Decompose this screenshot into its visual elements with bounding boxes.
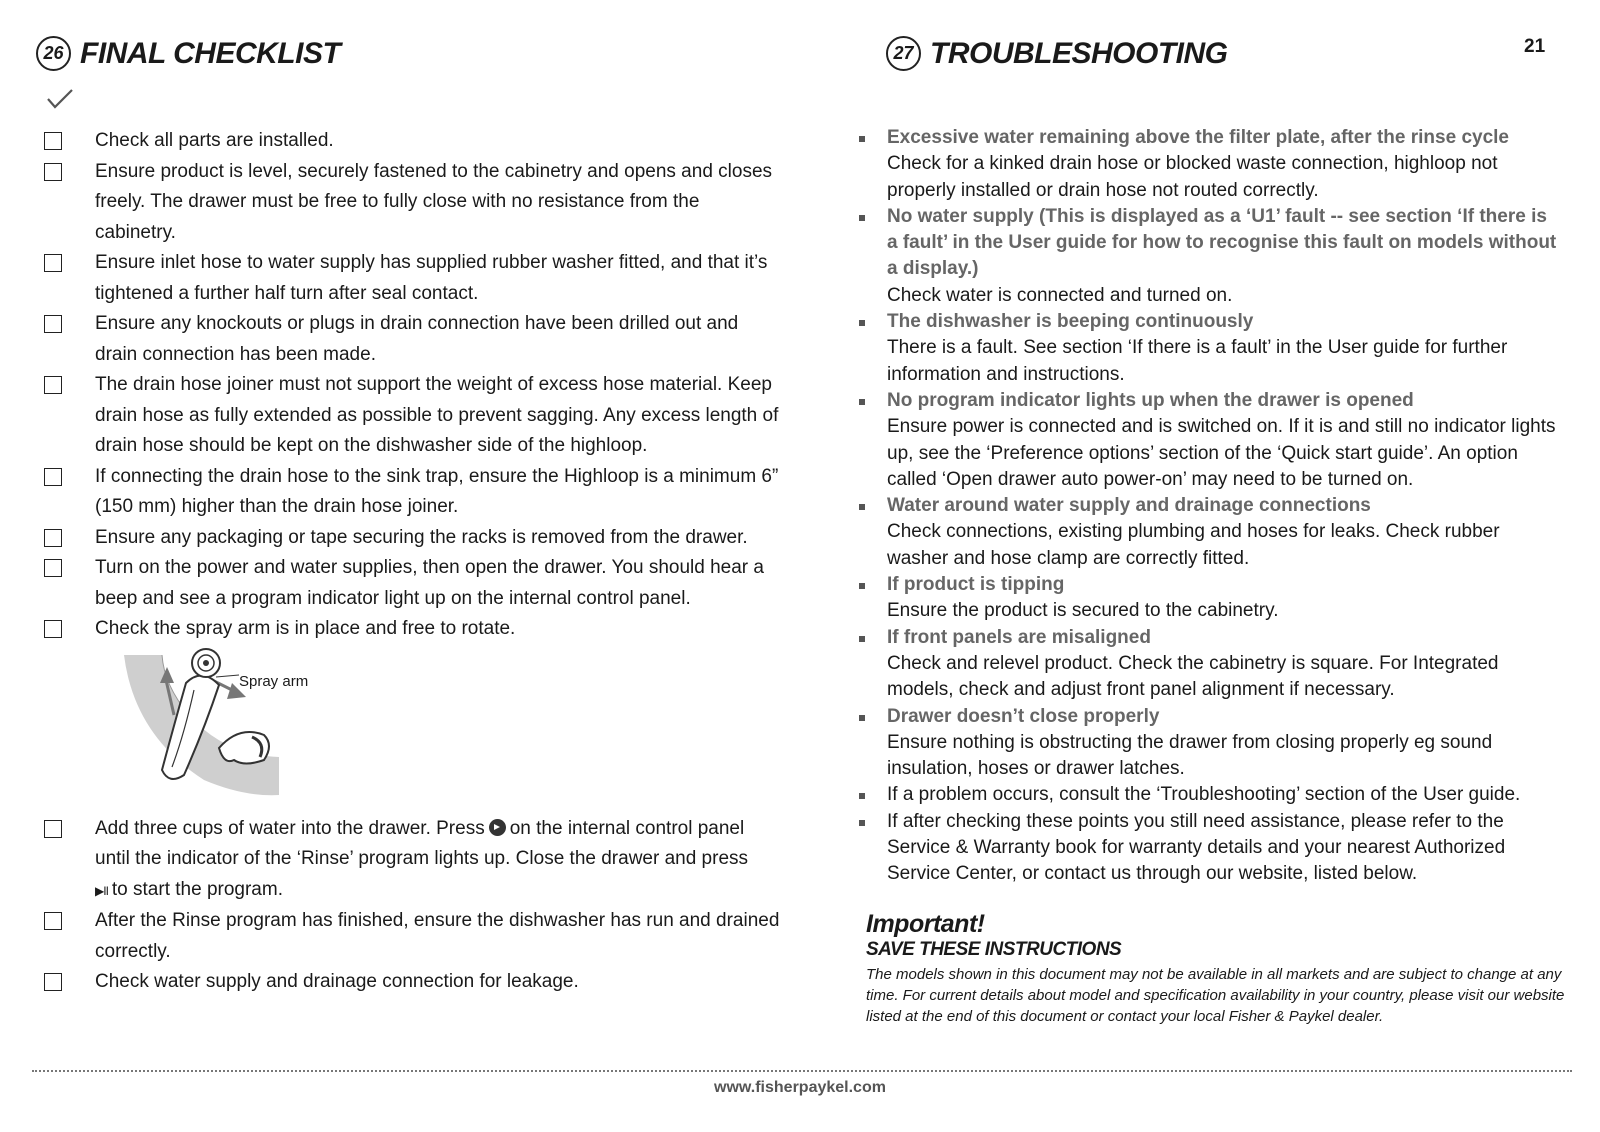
checklist-item-text: Ensure inlet hose to water supply has supplied rubber washer fitted, and that it’s tightened a further half turn after seal contact. bbox=[95, 252, 768, 304]
checklist-item-text: Ensure any packaging or tape securing the racks is removed from the drawer. bbox=[95, 526, 748, 548]
checklist-item bbox=[44, 523, 784, 554]
troubleshooting-item-heading: If product is tipping bbox=[887, 574, 1065, 596]
section-number-badge: 27 bbox=[886, 36, 921, 71]
checklist-item-text: Check water supply and drainage connection for leakage. bbox=[95, 971, 579, 992]
important-notice bbox=[866, 910, 1566, 1027]
bullet-icon bbox=[859, 399, 865, 405]
troubleshooting-heading bbox=[886, 36, 1228, 71]
checklist-item-text: Turn on the power and water supplies, then open the drawer. You should hear a beep and see a program indicator light up on the internal control panel. bbox=[95, 557, 764, 609]
checklist-item-text: Check the spray arm is in place and free to rotate. bbox=[95, 618, 516, 639]
troubleshooting-item-body: Check water is connected and turned on. bbox=[887, 284, 1233, 306]
important-title: Important! bbox=[866, 910, 985, 938]
bullet-icon bbox=[859, 820, 865, 826]
important-subtitle: SAVE THESE INSTRUCTIONS bbox=[866, 939, 1122, 960]
bullet-icon bbox=[859, 504, 865, 510]
troubleshooting-item-body: Check connections, existing plumbing and hoses for leaks. Check rubber washer and hose clamp are correctly fitted. bbox=[887, 521, 1500, 569]
final-checklist bbox=[44, 126, 784, 998]
checkbox[interactable] bbox=[44, 820, 62, 838]
section-number-badge: 26 bbox=[36, 36, 71, 71]
checklist-item bbox=[44, 370, 784, 462]
rinse-text-part2: on the internal control panel until the indicator of the ‘Rinse’ program lights up. Close the drawer and press bbox=[95, 817, 749, 869]
checkbox[interactable] bbox=[44, 376, 62, 394]
troubleshooting-item-body: If a problem occurs, consult the ‘Troubleshooting’ section of the User guide. bbox=[887, 784, 1521, 806]
checklist-item bbox=[44, 248, 784, 309]
footer-url[interactable]: www.fisherpaykel.com bbox=[714, 1079, 886, 1096]
play-pause-icon: ▶II bbox=[95, 883, 108, 898]
checklist-item bbox=[44, 906, 784, 967]
troubleshooting-item-body: Ensure the product is secured to the cabinetry. bbox=[887, 600, 1279, 622]
checkbox[interactable] bbox=[44, 315, 62, 333]
troubleshooting-item bbox=[858, 125, 1558, 204]
checklist-item-text: The drain hose joiner must not support the weight of excess hose material. Keep drain hose as fully extended as possible to prevent sagging. Any excess length of drain hose should be kept on the dishwasher side of the highloop. bbox=[95, 374, 779, 456]
troubleshooting-item bbox=[858, 809, 1558, 888]
checklist-item-text: Ensure any knockouts or plugs in drain connection have been drilled out and drain connection has been made. bbox=[95, 313, 739, 365]
checklist-item bbox=[44, 309, 784, 370]
troubleshooting-item bbox=[858, 204, 1558, 309]
checkmark-icon bbox=[46, 88, 74, 110]
spray-arm-figure bbox=[44, 645, 784, 814]
troubleshooting-item-heading: If front panels are misaligned bbox=[887, 626, 1151, 648]
checklist-item bbox=[44, 614, 784, 645]
troubleshooting-item bbox=[858, 704, 1558, 783]
troubleshooting-item-heading: Excessive water remaining above the filter plate, after the rinse cycle bbox=[887, 127, 1509, 148]
troubleshooting-item-heading: No water supply (This is displayed as a ‘U1’ fault -- see section ‘If there is a fault’ in the User guide for how to recognise this fault on models without a display.) bbox=[887, 205, 1557, 280]
checklist-item bbox=[44, 462, 784, 523]
rinse-text-part1: Add three cups of water into the drawer. Press bbox=[95, 817, 485, 839]
bullet-icon bbox=[859, 636, 865, 642]
checklist-item-text: Ensure product is level, securely fastened to the cabinetry and opens and closes freely. The drawer must be free to fully close with no resistance from the cabinetry. bbox=[95, 160, 773, 243]
troubleshooting-item bbox=[858, 388, 1558, 493]
troubleshooting-item-body: Check and relevel product. Check the cabinetry is square. For Integrated models, check and adjust front panel alignment if necessary. bbox=[887, 652, 1499, 701]
checklist-item-text: Check all parts are installed. bbox=[95, 130, 334, 151]
page-number: 21 bbox=[1524, 36, 1546, 57]
troubleshooting-item-body: If after checking these points you still need assistance, please refer to the Service & Warranty book for warranty details and your nearest Authorized Service Center, or contact us through our website, listed below. bbox=[887, 810, 1506, 885]
troubleshooting-item bbox=[858, 309, 1558, 388]
spray-arm-illustration bbox=[124, 645, 294, 805]
checkbox[interactable] bbox=[44, 132, 62, 150]
checkbox[interactable] bbox=[44, 468, 62, 486]
final-checklist-heading bbox=[36, 36, 340, 71]
checkbox[interactable] bbox=[44, 973, 62, 991]
bullet-icon bbox=[859, 320, 865, 326]
bullet-icon bbox=[859, 715, 865, 721]
troubleshooting-item bbox=[858, 493, 1558, 572]
troubleshooting-item-heading: The dishwasher is beeping continuously bbox=[887, 311, 1254, 333]
troubleshooting-title: TROUBLESHOOTING bbox=[930, 36, 1228, 70]
rinse-text-part3: to start the program. bbox=[111, 878, 283, 900]
program-select-icon bbox=[489, 819, 506, 836]
troubleshooting-list bbox=[858, 125, 1558, 888]
checklist-item-text: If connecting the drain hose to the sink trap, ensure the Highloop is a minimum 6” (150 mm) higher than the drain hose joiner. bbox=[95, 465, 779, 517]
spray-arm-label: Spray arm bbox=[239, 672, 309, 690]
checklist-item bbox=[44, 553, 784, 614]
footer-divider bbox=[32, 1070, 1572, 1072]
bullet-icon bbox=[859, 583, 865, 589]
troubleshooting-item bbox=[858, 625, 1558, 704]
checkbox[interactable] bbox=[44, 254, 62, 272]
final-checklist-title: FINAL CHECKLIST bbox=[80, 36, 341, 70]
troubleshooting-item-heading: No program indicator lights up when the drawer is opened bbox=[887, 389, 1414, 411]
important-body: The models shown in this document may not be available in all markets and are subject to change at any time. For current details about model and specification availability in your country, please visit our website listed at the end of this document or contact your local Fisher & Paykel dealer. bbox=[866, 966, 1565, 1025]
checklist-item bbox=[44, 126, 784, 157]
checklist-item bbox=[44, 157, 784, 249]
troubleshooting-item-body: There is a fault. See section ‘If there is a fault’ in the User guide for further information and instructions. bbox=[887, 337, 1508, 385]
bullet-icon bbox=[859, 793, 865, 799]
checkbox[interactable] bbox=[44, 620, 62, 638]
bullet-icon bbox=[859, 136, 865, 142]
checkbox[interactable] bbox=[44, 529, 62, 547]
troubleshooting-item-body: Ensure nothing is obstructing the drawer from closing properly eg sound insulation, hoses or drawer latches. bbox=[887, 731, 1493, 780]
checkbox[interactable] bbox=[44, 912, 62, 930]
troubleshooting-item-body: Check for a kinked drain hose or blocked waste connection, highloop not properly installed or drain hose not routed correctly. bbox=[887, 153, 1498, 201]
troubleshooting-item-heading: Water around water supply and drainage connections bbox=[887, 495, 1371, 517]
troubleshooting-item-heading: Drawer doesn’t close properly bbox=[887, 705, 1160, 727]
checklist-item bbox=[44, 814, 784, 907]
troubleshooting-item bbox=[858, 782, 1558, 808]
troubleshooting-item bbox=[858, 572, 1558, 625]
bullet-icon bbox=[859, 215, 865, 221]
checkbox[interactable] bbox=[44, 163, 62, 181]
checklist-item bbox=[44, 967, 784, 998]
checklist-item-text: After the Rinse program has finished, ensure the dishwasher has run and drained correctly. bbox=[95, 910, 780, 962]
troubleshooting-item-body: Ensure power is connected and is switched on. If it is and still no indicator lights up, see the ‘Preference options’ section of the ‘Quick start guide’. An option called ‘Open drawer auto power-on’ may need to be turned on. bbox=[887, 416, 1556, 490]
checkbox[interactable] bbox=[44, 559, 62, 577]
